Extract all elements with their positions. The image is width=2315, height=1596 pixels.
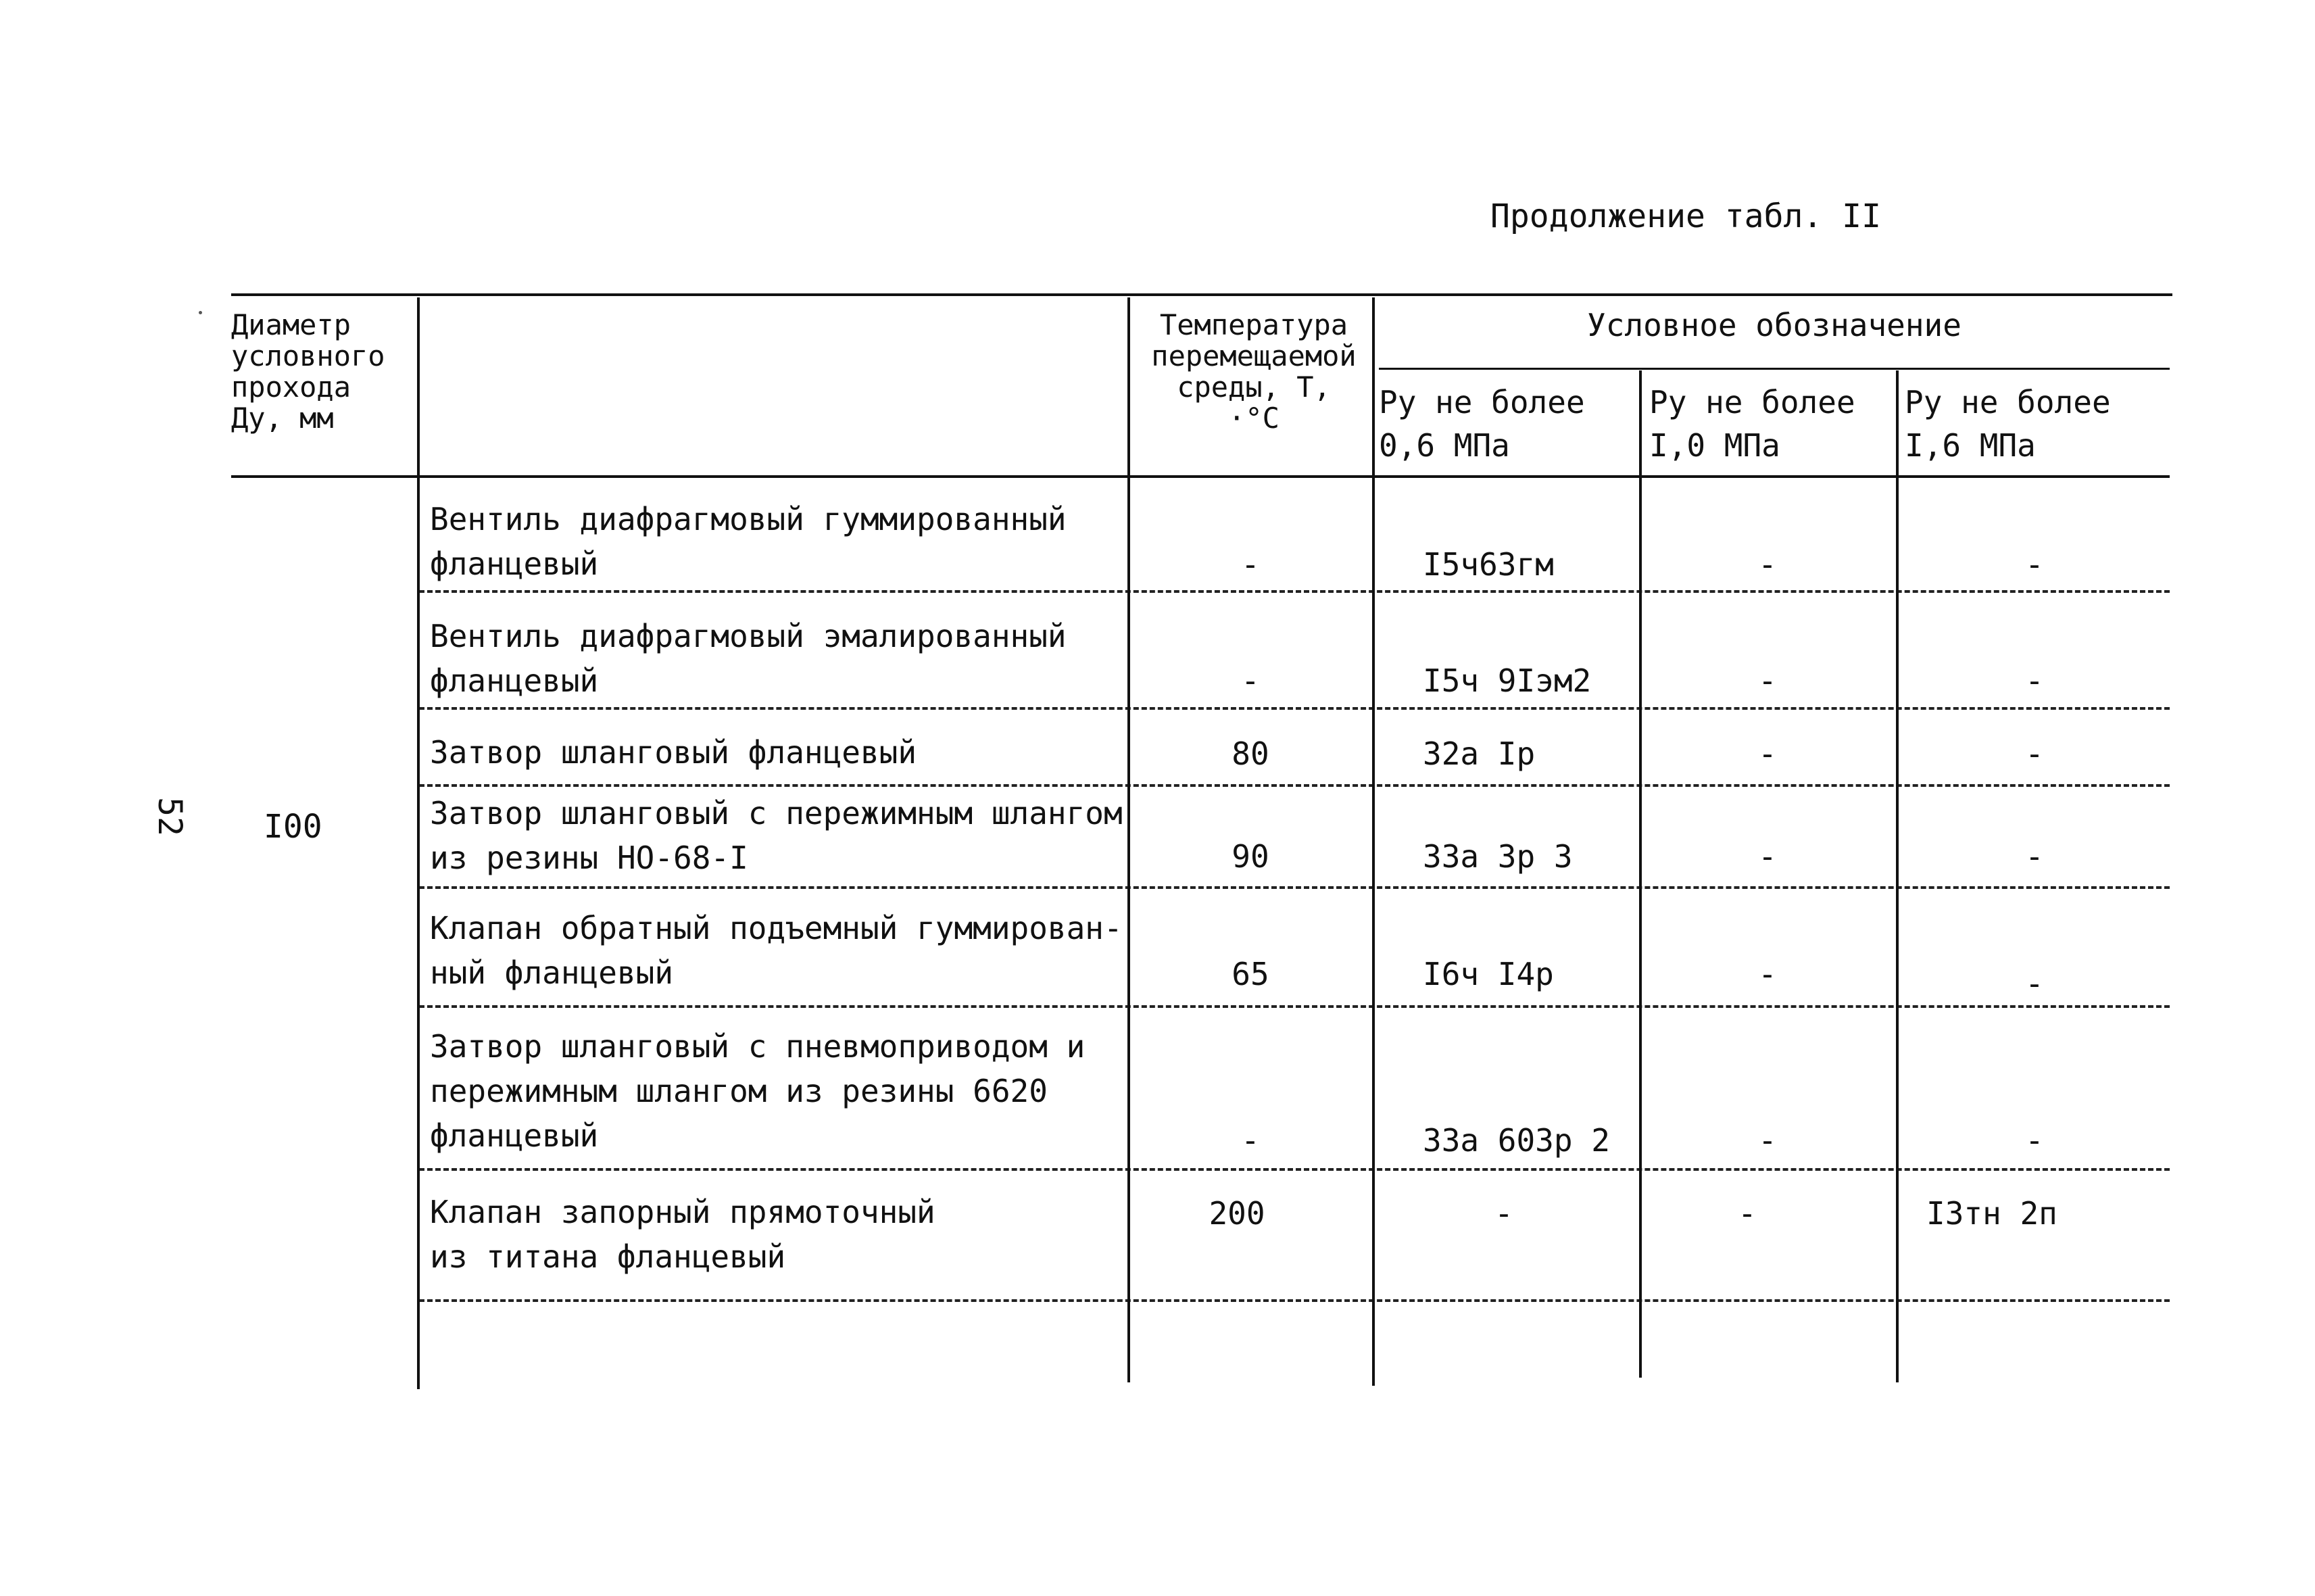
row-designation-1-6: - <box>2025 1122 2044 1159</box>
header-bottom-rule <box>231 475 2170 478</box>
row-rule-4 <box>419 886 2170 889</box>
header-diameter: Диаметр условного прохода Ду, мм <box>231 308 385 435</box>
row-designation-1-0: - <box>1758 956 1777 992</box>
row-designation-1-6: - <box>2025 546 2044 583</box>
row-temperature: 80 <box>1232 735 1269 772</box>
table-top-rule <box>231 293 2172 296</box>
row-designation-0-6: I5ч63гм <box>1423 546 1554 583</box>
row-name: Затвор шланговый фланцевый <box>430 734 917 771</box>
header-designation-group: Условное обозначение <box>1587 307 1961 343</box>
row-temperature: - <box>1241 1122 1260 1159</box>
table-continuation-caption: Продолжение табл. II <box>1490 197 1881 235</box>
row-designation-1-6: - <box>2025 735 2044 772</box>
row-designation-1-6: I3тн 2п <box>1926 1195 2057 1232</box>
header-pressure-1-6: Ру не более I,6 МПа <box>1905 384 2111 464</box>
row-designation-0-6: - <box>1494 1195 1513 1232</box>
diameter-value: I00 <box>264 808 322 846</box>
row-temperature: 65 <box>1232 956 1269 992</box>
row-temperature: 200 <box>1209 1195 1265 1232</box>
col-rule-1 <box>417 297 420 1389</box>
row-name: Вентиль диафрагмовый эмалированный фланцевый <box>430 618 1067 699</box>
row-designation-1-6: - <box>2025 838 2044 875</box>
row-name: Вентиль диафрагмовый гуммированный фланцевый <box>430 501 1067 582</box>
row-designation-0-6: 33а 603р 2 <box>1423 1122 1610 1159</box>
col-rule-5 <box>1896 370 1899 1382</box>
stray-mark <box>199 311 202 314</box>
row-name: Клапан обратный подъемный гуммирован- ный фланцевый <box>430 910 1123 991</box>
row-rule-5 <box>419 1005 2170 1008</box>
row-designation-1-0: - <box>1758 1122 1777 1159</box>
header-pressure-1-0: Ру не более I,0 МПа <box>1649 384 1855 464</box>
page-number: 52 <box>150 797 189 836</box>
row-designation-1-6: - <box>2025 965 2044 1002</box>
row-rule-3 <box>419 784 2170 787</box>
row-designation-1-0: - <box>1758 838 1777 875</box>
row-temperature: - <box>1241 546 1260 583</box>
group-header-rule <box>1379 368 2170 370</box>
row-name: Затвор шланговый с пневмоприводом и пережимным шлангом из резины 6620 фланцевый <box>430 1028 1086 1154</box>
row-designation-1-0: - <box>1758 735 1777 772</box>
row-rule-2 <box>419 707 2170 710</box>
row-temperature: - <box>1241 662 1260 699</box>
row-rule-1 <box>419 590 2170 593</box>
row-designation-1-0: - <box>1758 662 1777 699</box>
row-name: Клапан запорный прямоточный из титана фланцевый <box>430 1194 935 1275</box>
row-designation-0-6: I5ч 9Iэм2 <box>1423 662 1592 699</box>
row-rule-6 <box>419 1168 2170 1171</box>
row-designation-1-6: - <box>2025 662 2044 699</box>
row-name: Затвор шланговый с пережимным шлангом из резины НО-68-I <box>430 795 1123 876</box>
col-rule-3 <box>1372 297 1375 1386</box>
row-designation-1-0: - <box>1758 546 1777 583</box>
row-designation-0-6: 32а Iр <box>1423 735 1536 772</box>
row-rule-7 <box>419 1299 2170 1302</box>
row-temperature: 90 <box>1232 838 1269 875</box>
row-designation-1-0: - <box>1738 1195 1757 1232</box>
row-designation-0-6: 33а 3р 3 <box>1423 838 1573 875</box>
row-designation-0-6: I6ч I4р <box>1423 956 1554 992</box>
header-pressure-0-6: Ру не более 0,6 МПа <box>1379 384 1585 464</box>
header-temperature: Температура перемещаемой среды, Т, ·°C <box>1151 308 1357 435</box>
